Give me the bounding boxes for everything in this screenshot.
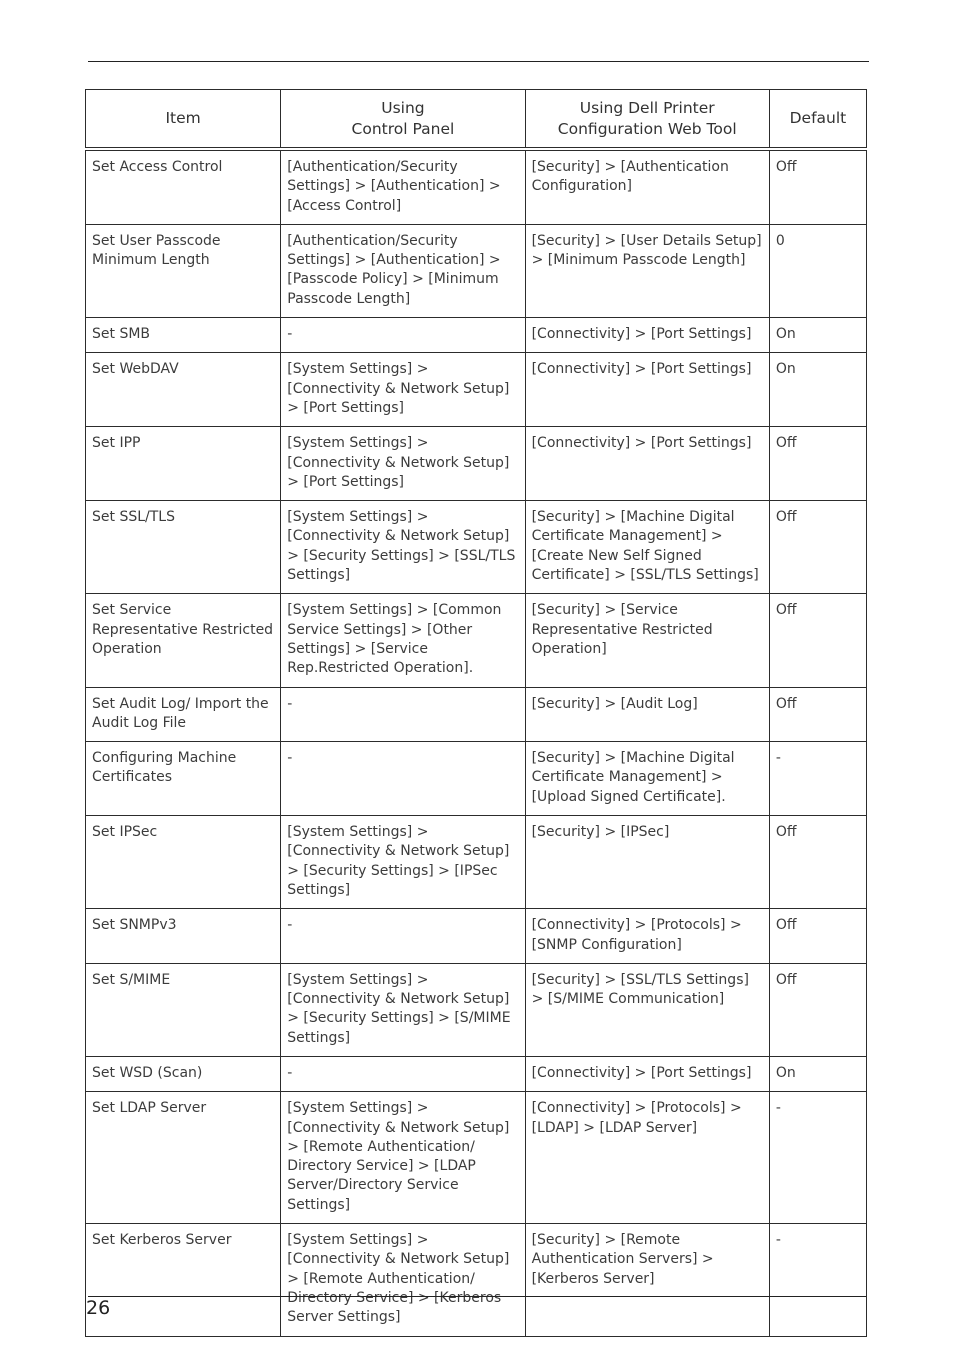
cell-web-tool: [Security] > [Audit Log] — [525, 687, 769, 742]
table-row — [86, 1092, 867, 1224]
cell-web-tool: [Security] > [Remote Authentication Servers] > [Kerberos Server] — [525, 1224, 769, 1336]
cell-default: Off — [769, 816, 866, 909]
cell-control-panel: [Authentication/Security Settings] > [Authentication] > [Access Control] — [281, 149, 525, 224]
cell-control-panel: [System Settings] > [Connectivity & Network Setup] > [Remote Authentication/ Directory Service] > [Kerberos Server Settings] — [281, 1224, 525, 1336]
column-header-web-tool-line1: Using Dell Printer — [579, 98, 715, 117]
cell-default: On — [769, 353, 866, 427]
cell-web-tool: [Connectivity] > [Protocols] > [SNMP Configuration] — [525, 909, 769, 964]
footer-rule — [88, 1296, 866, 1297]
table-row — [86, 1056, 867, 1091]
column-header-control-panel-line1: Using — [381, 98, 425, 117]
table-row — [86, 427, 867, 501]
cell-default: On — [769, 1056, 866, 1091]
cell-web-tool: [Connectivity] > [Port Settings] — [525, 353, 769, 427]
cell-control-panel: [System Settings] > [Connectivity & Network Setup] > [Security Settings] > [IPSec Settings] — [281, 816, 525, 909]
cell-web-tool: [Connectivity] > [Port Settings] — [525, 318, 769, 353]
column-header-control-panel — [281, 90, 525, 150]
cell-default: - — [769, 1092, 866, 1224]
security-settings-table — [85, 89, 867, 1337]
table-header-row — [86, 90, 867, 150]
cell-web-tool: [Connectivity] > [Port Settings] — [525, 1056, 769, 1091]
column-header-default-label: Default — [789, 109, 847, 127]
cell-default: 0 — [769, 224, 866, 317]
page-number: 26 — [86, 1297, 111, 1319]
cell-web-tool: [Connectivity] > [Protocols] > [LDAP] > [LDAP Server] — [525, 1092, 769, 1224]
cell-control-panel: [System Settings] > [Connectivity & Network Setup] > [Security Settings] > [S/MIME Settings] — [281, 963, 525, 1056]
column-header-item-label: Item — [165, 109, 201, 127]
column-header-web-tool — [525, 90, 769, 150]
cell-web-tool: [Security] > [Authentication Configuration] — [525, 149, 769, 224]
column-header-control-panel-line2: Control Panel — [351, 119, 455, 138]
cell-web-tool: [Security] > [Machine Digital Certificate Management] > [Create New Self Signed Certificate] > [SSL/TLS Settings] — [525, 501, 769, 594]
cell-web-tool: [Security] > [SSL/TLS Settings] > [S/MIME Communication] — [525, 963, 769, 1056]
cell-item: Set IPSec — [86, 816, 281, 909]
cell-control-panel: [System Settings] > [Connectivity & Network Setup] > [Port Settings] — [281, 353, 525, 427]
column-header-web-tool-line2: Configuration Web Tool — [557, 119, 737, 138]
table-row — [86, 687, 867, 742]
cell-default: On — [769, 318, 866, 353]
table-row — [86, 501, 867, 594]
cell-item: Set User Passcode Minimum Length — [86, 224, 281, 317]
cell-web-tool: [Security] > [Service Representative Restricted Operation] — [525, 594, 769, 687]
cell-item: Set S/MIME — [86, 963, 281, 1056]
cell-control-panel: - — [281, 909, 525, 964]
cell-default: - — [769, 1224, 866, 1336]
cell-default: Off — [769, 963, 866, 1056]
cell-control-panel: - — [281, 318, 525, 353]
table-row — [86, 353, 867, 427]
table-row — [86, 742, 867, 816]
cell-default: - — [769, 742, 866, 816]
column-header-default — [769, 90, 866, 150]
table-row — [86, 224, 867, 317]
cell-default: Off — [769, 594, 866, 687]
cell-control-panel: [System Settings] > [Common Service Settings] > [Other Settings] > [Service Rep.Restricted Operation]. — [281, 594, 525, 687]
cell-web-tool: [Security] > [User Details Setup] > [Minimum Passcode Length] — [525, 224, 769, 317]
table-row — [86, 1224, 867, 1336]
cell-default: Off — [769, 501, 866, 594]
cell-default: Off — [769, 909, 866, 964]
cell-default: Off — [769, 687, 866, 742]
table-row — [86, 594, 867, 687]
cell-item: Set SMB — [86, 318, 281, 353]
cell-control-panel: - — [281, 1056, 525, 1091]
cell-item: Set Service Representative Restricted Operation — [86, 594, 281, 687]
column-header-item — [86, 90, 281, 150]
cell-control-panel: [System Settings] > [Connectivity & Network Setup] > [Security Settings] > [SSL/TLS Settings] — [281, 501, 525, 594]
cell-control-panel: [System Settings] > [Connectivity & Network Setup] > [Port Settings] — [281, 427, 525, 501]
cell-item: Set WSD (Scan) — [86, 1056, 281, 1091]
cell-web-tool: [Connectivity] > [Port Settings] — [525, 427, 769, 501]
table-row — [86, 149, 867, 224]
cell-item: Set SSL/TLS — [86, 501, 281, 594]
cell-control-panel: [Authentication/Security Settings] > [Authentication] > [Passcode Policy] > [Minimum Passcode Length] — [281, 224, 525, 317]
cell-web-tool: [Security] > [IPSec] — [525, 816, 769, 909]
cell-control-panel: - — [281, 687, 525, 742]
table-row — [86, 963, 867, 1056]
cell-item: Set SNMPv3 — [86, 909, 281, 964]
cell-control-panel: - — [281, 742, 525, 816]
cell-item: Set Access Control — [86, 149, 281, 224]
cell-default: Off — [769, 427, 866, 501]
cell-control-panel: [System Settings] > [Connectivity & Network Setup] > [Remote Authentication/ Directory Service] > [LDAP Server/Directory Service Settings] — [281, 1092, 525, 1224]
cell-item: Set IPP — [86, 427, 281, 501]
header-rule — [88, 61, 869, 62]
cell-default: Off — [769, 149, 866, 224]
cell-item: Set Kerberos Server — [86, 1224, 281, 1336]
table-row — [86, 816, 867, 909]
cell-item: Configuring Machine Certificates — [86, 742, 281, 816]
cell-item: Set LDAP Server — [86, 1092, 281, 1224]
cell-item: Set Audit Log/ Import the Audit Log File — [86, 687, 281, 742]
table-row — [86, 318, 867, 353]
table-row — [86, 909, 867, 964]
cell-web-tool: [Security] > [Machine Digital Certificate Management] > [Upload Signed Certificate]. — [525, 742, 769, 816]
cell-item: Set WebDAV — [86, 353, 281, 427]
